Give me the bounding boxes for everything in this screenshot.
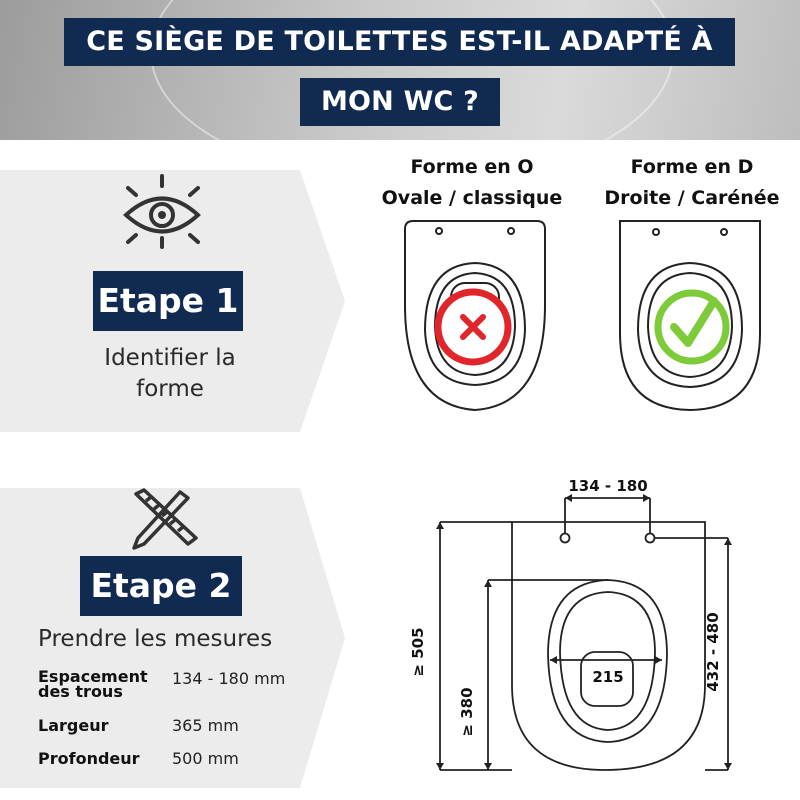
ruler-pencil-icon	[124, 488, 204, 554]
inner-width-dimension: 215	[592, 668, 624, 686]
hole-spacing-dimension: 134 - 180	[568, 477, 648, 495]
d-shape-title: Forme en D	[630, 156, 754, 178]
page-title-line-1: CE SIÈGE DE TOILETTES EST-IL ADAPTÉ À	[64, 18, 735, 66]
d-shape-seat-illustration	[610, 215, 770, 415]
right-depth-dimension: 432 - 480	[704, 612, 722, 692]
step-2-description: Prendre les mesures	[38, 626, 273, 652]
step-1-description: Identifier la forme	[104, 345, 236, 402]
spec-label-depth: Profondeur	[38, 749, 140, 768]
step-1-badge: Etape 1	[93, 271, 243, 331]
o-shape-heading	[362, 152, 582, 214]
spec-value-hole-spacing: 134 - 180 mm	[172, 669, 286, 688]
seat-outline	[512, 522, 705, 770]
step-2-badge: Etape 2	[80, 556, 242, 616]
spec-label-width: Largeur	[38, 716, 109, 735]
total-depth-dimension: ≥ 505	[409, 627, 427, 677]
seat-inner-ring	[548, 580, 667, 742]
spec-value-depth: 500 mm	[172, 749, 239, 768]
d-shape-subtitle: Droite / Carénée	[604, 187, 780, 209]
o-shape-subtitle: Ovale / classique	[381, 187, 563, 209]
page-title-line-2: MON WC ?	[300, 78, 500, 126]
spec-label-hole-spacing: Espacement des trous	[38, 667, 148, 701]
o-shape-seat-illustration	[395, 215, 555, 415]
eye-icon	[118, 172, 210, 250]
o-shape-title: Forme en O	[410, 156, 534, 178]
d-shape-heading	[592, 152, 792, 214]
inner-depth-dimension: ≥ 380	[458, 687, 476, 737]
spec-value-width: 365 mm	[172, 716, 239, 735]
